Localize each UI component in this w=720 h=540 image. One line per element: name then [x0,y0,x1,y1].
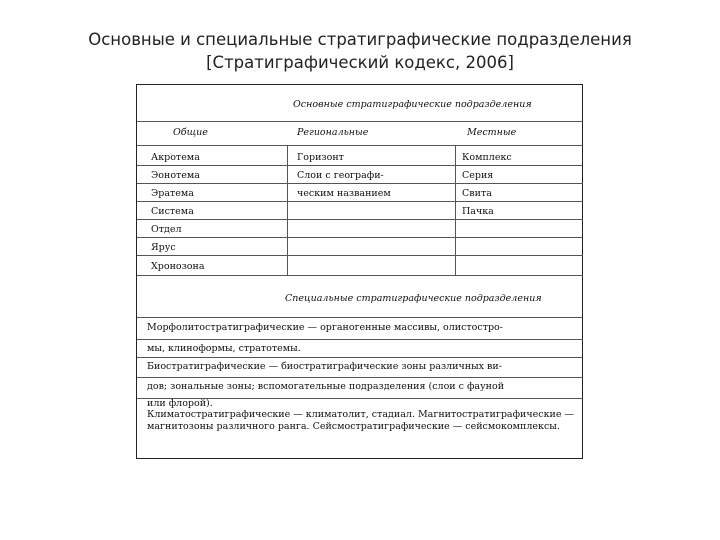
regional-unit: Горизонт [297,152,344,163]
divider [137,377,583,378]
stratigraphic-table [136,84,583,459]
general-unit: Эонотема [151,170,200,181]
row-divider [137,219,583,220]
general-unit: Эратема [151,188,194,199]
special-text-line: магнитозоны различного ранга. Сейсмостратиграфические — сейсмокомплексы. [147,421,560,432]
regional-unit: Слои с географи- [297,170,384,181]
row-divider [137,165,583,166]
local-unit: Свита [462,188,492,199]
general-unit: Система [151,206,194,217]
divider [137,339,583,340]
general-unit: Хронозона [151,261,205,272]
divider [137,317,583,318]
general-unit: Акротема [151,152,200,163]
local-unit: Серия [462,170,494,181]
column-header-local: Местные [467,127,517,138]
special-text-line: Биостратиграфические — биостратиграфические зоны различных ви- [147,361,502,372]
special-section-header: Специальные стратиграфические подразделения [285,293,542,304]
column-header-regional: Региональные [297,127,369,138]
regional-unit: ческим названием [297,188,391,199]
title-line-2: [Стратиграфический кодекс, 2006] [206,53,514,72]
special-text-line: мы, клиноформы, стратотемы. [147,343,301,354]
title-line-1: Основные и специальные стратиграфические подразделения [88,30,632,49]
special-text-line: дов; зональные зоны; вспомогательные подразделения (слои с фауной [147,381,505,392]
column-divider [287,145,288,275]
row-divider [137,183,583,184]
local-unit: Комплекс [462,152,512,163]
row-divider [137,201,583,202]
slide-title [0,28,720,74]
divider [137,121,583,122]
column-divider [455,145,456,275]
general-unit: Отдел [151,224,182,235]
general-unit: Ярус [151,242,176,253]
row-divider [137,237,583,238]
special-text-line: Климатостратиграфические — климатолит, стадиал. Магнитостратиграфические — [147,409,574,420]
divider [137,145,583,146]
divider [137,357,583,358]
special-text-line: или флорой). [147,398,213,409]
row-divider [137,275,583,276]
local-unit: Пачка [462,206,494,217]
column-header-general: Общие [173,127,208,138]
row-divider [137,255,583,256]
special-text-line: Морфолитостратиграфические — органогенные массивы, олистостро- [147,322,503,333]
main-section-header: Основные стратиграфические подразделения [293,99,532,110]
